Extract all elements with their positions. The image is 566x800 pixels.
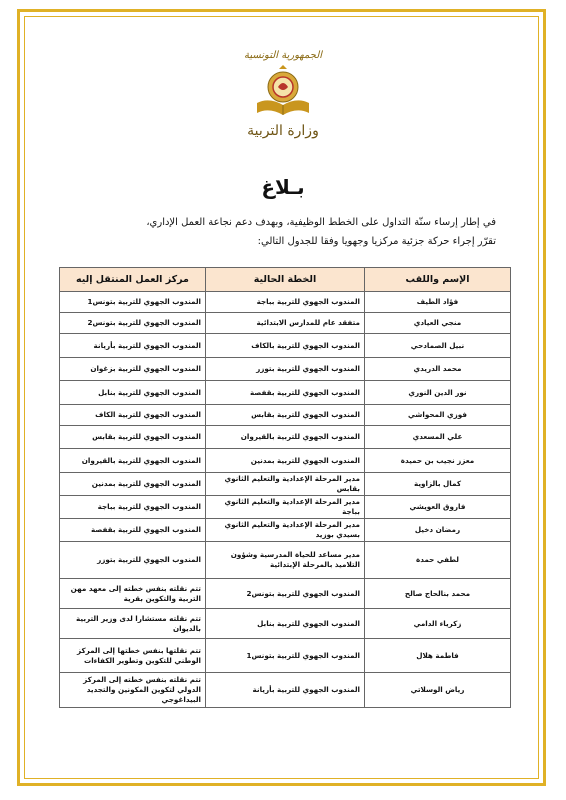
cell-current-plan: متفقد عام للمدارس الابتدائية [206,313,365,334]
table-row [60,405,511,426]
cell-name: فاروق العويشي [365,496,511,519]
cell-current-plan: المندوب الجهوي للتربية بتوزر [206,358,365,381]
cell-name: كمال بالزاوية [365,473,511,496]
cell-name: معزز نجيب بن حميدة [365,449,511,473]
cell-name: فؤاد الطيف [365,292,511,313]
table-row [60,426,511,449]
cell-destination: المندوب الجهوي للتربية بتونس1 [60,292,206,313]
cell-current-plan: المندوب الجهوي للتربية بنابل [206,609,365,639]
table-row [60,358,511,381]
cell-current-plan: مدير المرحلة الإعدادية والتعليم الثانوي بقابس [206,473,365,496]
cell-destination: تتم نقلته بنفس خطته إلى معهد مهن التربية والتكوين بقرية [60,579,206,609]
cell-name: لطفي حمدة [365,542,511,579]
cell-destination: تتم نقلته مستشارا لدى وزير التربية بالديوان [60,609,206,639]
cell-name: محمد الدريدي [365,358,511,381]
cell-current-plan: مدير المرحلة الإعدادية والتعليم الثانوي بسيدي بوزيد [206,519,365,542]
header-name: الإسم واللقب [365,268,511,292]
cell-destination: المندوب الجهوي للتربية بتونس2 [60,313,206,334]
table-row [60,313,511,334]
table-row [60,449,511,473]
table-row [60,673,511,708]
page-title: بـلاغ [261,175,305,199]
cell-current-plan: مدير مساعد للحياة المدرسية وشؤون التلاميذ بالمرحلة الإبتدائية [206,542,365,579]
cell-name: زكرياء الدامي [365,609,511,639]
cell-name: رمضان دخيل [365,519,511,542]
cell-destination: المندوب الجهوي للتربية بنابل [60,381,206,405]
table-row [60,609,511,639]
cell-current-plan: المندوب الجهوي للتربية بمدنين [206,449,365,473]
cell-name: علي المسعدي [365,426,511,449]
cell-current-plan: المندوب الجهوي للتربية بقفصة [206,381,365,405]
cell-current-plan: المندوب الجهوي للتربية بالكاف [206,334,365,358]
table-row [60,473,511,496]
cell-name: نبيل الصمادحي [365,334,511,358]
table-row [60,519,511,542]
cell-destination: تتم نقلته بنفس خطته إلى المركز الدولي لتكوين المكونين والتجديد البيداغوجي [60,673,206,708]
cell-name: فوزي المحواشي [365,405,511,426]
table-row [60,496,511,519]
table-row [60,334,511,358]
cell-name: فاطمة هلال [365,639,511,673]
table-row [60,639,511,673]
cell-destination: المندوب الجهوي للتربية بقابس [60,426,206,449]
table-row [60,381,511,405]
letterhead [0,50,566,139]
cell-name: منجي العيادي [365,313,511,334]
header-current-plan: الخطة الحالية [206,268,365,292]
cell-destination: المندوب الجهوي للتربية بباجة [60,496,206,519]
cell-destination: تتم نقلتها بنفس خطتها إلى المركز الوطني للتكوين وتطوير الكفاءات [60,639,206,673]
cell-name: محمد بنالحاج صالح [365,579,511,609]
ministry-name: وزارة التربية [247,123,319,139]
cell-current-plan: المندوب الجهوي للتربية بالقيروان [206,426,365,449]
ministry-emblem-icon [253,63,313,121]
cell-current-plan: المندوب الجهوي للتربية بتونس1 [206,639,365,673]
table-row [60,542,511,579]
cell-destination: المندوب الجهوي للتربية بتوزر [60,542,206,579]
intro-paragraph [60,213,496,251]
cell-current-plan: المندوب الجهوي للتربية بقابس [206,405,365,426]
cell-current-plan: المندوب الجهوي للتربية بباجة [206,292,365,313]
cell-destination: المندوب الجهوي للتربية بقفصة [60,519,206,542]
intro-line: تقرّر إجراء حركة جزئية مركزيا وجهويا وفقا للجدول التالي: [257,236,496,247]
table-row [60,579,511,609]
intro-line: في إطار إرساء سنّة التداول على الخطط الوظيفية، وبهدف دعم نجاعة العمل الإداري، [146,217,496,228]
republic-name: الجمهورية التونسية [243,50,323,61]
cell-destination: المندوب الجهوي للتربية بمدنين [60,473,206,496]
cell-name: نور الدين النوري [365,381,511,405]
cell-destination: المندوب الجهوي للتربية الكاف [60,405,206,426]
cell-destination: المندوب الجهوي للتربية بالقيروان [60,449,206,473]
table-row [60,292,511,313]
cell-destination: المندوب الجهوي للتربية بأريانة [60,334,206,358]
cell-current-plan: المندوب الجهوي للتربية بتونس2 [206,579,365,609]
cell-name: رياض الوسلاتي [365,673,511,708]
cell-current-plan: المندوب الجهوي للتربية بأريانة [206,673,365,708]
cell-current-plan: مدير المرحلة الإعدادية والتعليم الثانوي بباجة [206,496,365,519]
header-destination: مركز العمل المنتقل إليه [60,268,206,292]
transfer-table [59,267,511,708]
table-header-row [60,268,511,292]
cell-destination: المندوب الجهوي للتربية بزغوان [60,358,206,381]
